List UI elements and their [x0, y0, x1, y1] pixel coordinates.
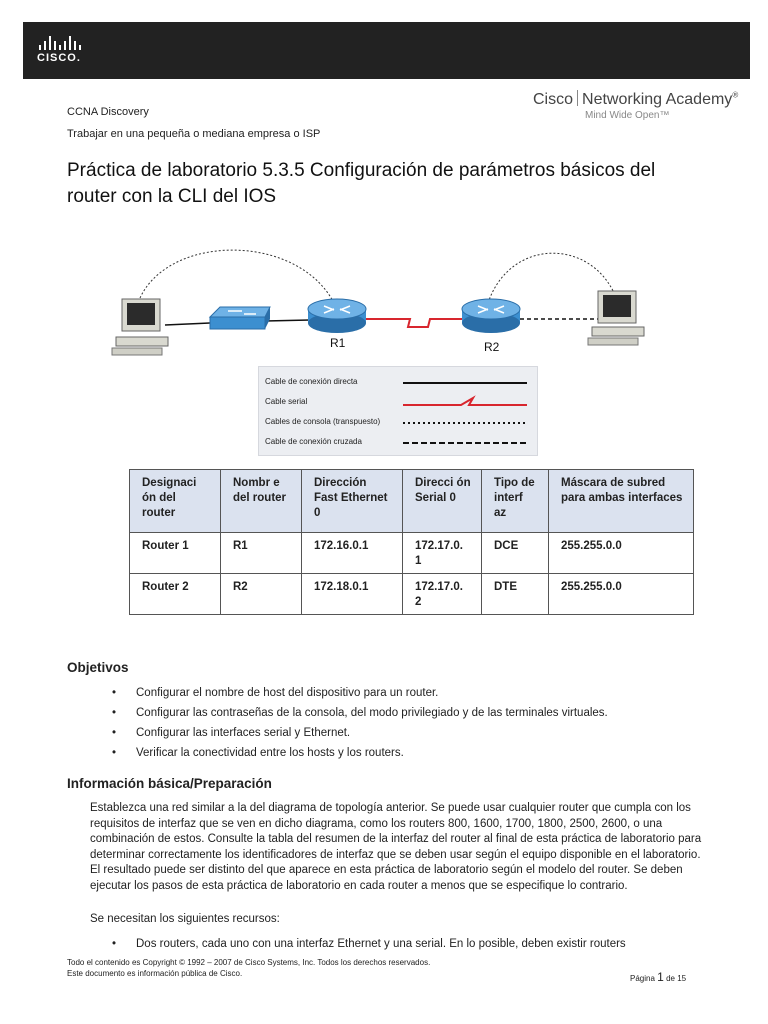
cisco-bars-icon — [39, 36, 97, 50]
table-cell: DCE — [482, 533, 549, 574]
pc-left-icon — [112, 299, 168, 355]
page-num: 1 — [657, 970, 664, 984]
legend-label: Cable de conexión cruzada — [265, 437, 362, 446]
crossover-cable-swatch — [403, 435, 529, 447]
course-subtitle: Trabajar en una pequeña o mediana empresa o ISP — [67, 128, 321, 140]
router-r2-label: R2 — [484, 340, 500, 354]
resources-intro: Se necesitan los siguientes recursos: — [90, 913, 280, 925]
table-header-row — [130, 470, 694, 533]
academy-name-1: Cisco — [533, 91, 574, 108]
table-header-cell: Tipo de interf az — [482, 470, 549, 533]
router-r1-label: R1 — [330, 336, 346, 350]
header-left — [67, 101, 320, 145]
legend-item — [265, 371, 533, 391]
table-cell: R1 — [221, 533, 302, 574]
table-cell: 255.255.0.0 — [549, 574, 694, 615]
background-heading: Información básica/Preparación — [67, 776, 272, 791]
table-header-cell: Direcci ón Serial 0 — [403, 470, 482, 533]
table-header-cell: Dirección Fast Ethernet 0 — [302, 470, 403, 533]
addressing-table — [129, 469, 694, 615]
pc-right-icon — [588, 291, 644, 345]
legend-label: Cables de consola (transpuesto) — [265, 417, 381, 426]
legend-item — [265, 431, 533, 451]
list-item: • Dos routers, cada uno con una interfaz Ethernet y una serial. En lo posible, deben existir routers — [110, 934, 626, 954]
page-title: Práctica de laboratorio 5.3.5 Configuración de parámetros básicos del router con la CLI del IOS — [67, 160, 656, 207]
list-item: • Configurar las interfaces serial y Ethernet. — [110, 723, 608, 743]
serial-cable-swatch — [403, 395, 529, 409]
footer-public: Este documento es información pública de Cisco. — [67, 969, 243, 978]
table-row — [130, 533, 694, 574]
table-cell: R2 — [221, 574, 302, 615]
switch-icon — [210, 307, 270, 329]
topology-diagram — [110, 243, 670, 363]
page-number — [630, 970, 686, 984]
page-of: de 15 — [666, 974, 687, 983]
console-cable-right — [488, 253, 615, 303]
page-label: Página — [630, 974, 655, 983]
list-item: • Configurar las contraseñas de la consola, del modo privilegiado y de las terminales virtuales. — [110, 703, 608, 723]
router-r2-icon — [462, 299, 520, 333]
console-cable-swatch — [403, 415, 529, 427]
background-paragraph: Establezca una red similar a la del diagrama de topología anterior. Se puede usar cualquier router que cumpla con los requisitos de interfaz que se ven en dicho diagrama, como los routers 800, 1600, 1700, 1800, 2500, 2600, o una combinación de estos. Consulte la tabla del resumen de la interfaz del router al final de esta práctica de laboratorio para determinar correctamente los identificadores de interfaz que se deben usar según el equipo disponible en el laboratorio. El resultado puede ser distinto del que aparece en esta práctica de laboratorio según el modelo del router. Se deben ejecutar los pasos de esta práctica de laboratorio en cada router a menos que se especifique lo contrario. — [90, 802, 702, 892]
legend-item — [265, 391, 533, 411]
table-header-cell: Máscara de subred para ambas interfaces — [549, 470, 694, 533]
academy-tagline: Mind Wide Open™ — [585, 110, 670, 121]
table-header-cell: Designaci ón del router — [130, 470, 221, 533]
table-cell: Router 1 — [130, 533, 221, 574]
table-cell: 172.18.0.1 — [302, 574, 403, 615]
table-cell: 255.255.0.0 — [549, 533, 694, 574]
resources-list — [110, 934, 626, 954]
list-item: • Verificar la conectividad entre los hosts y los routers. — [110, 743, 608, 763]
course-name: CCNA Discovery — [67, 106, 149, 118]
cisco-logo — [37, 36, 97, 70]
legend-label: Cable de conexión directa — [265, 377, 358, 386]
list-item: • Configurar el nombre de host del dispositivo para un router. — [110, 683, 608, 703]
academy-reg: ® — [732, 90, 739, 100]
academy-name-2: Networking Academy — [582, 91, 733, 108]
footer — [67, 957, 430, 979]
networking-academy-logo — [533, 90, 748, 121]
table-cell: 172.17.0. 2 — [403, 574, 482, 615]
table-cell: DTE — [482, 574, 549, 615]
cisco-logo-text: CISCO. — [37, 52, 81, 64]
table-header-cell: Nombr e del router — [221, 470, 302, 533]
table-cell: Router 2 — [130, 574, 221, 615]
cable-legend — [258, 366, 538, 456]
straight-cable-switch-r1 — [265, 320, 310, 321]
straight-cable-pc-switch — [165, 323, 210, 325]
objectives-list — [110, 683, 608, 763]
objectives-heading: Objetivos — [67, 660, 129, 675]
header-bar — [23, 22, 750, 79]
legend-label: Cable serial — [265, 397, 308, 406]
table-cell: 172.16.0.1 — [302, 533, 403, 574]
table-row — [130, 574, 694, 615]
router-r1-icon — [308, 299, 366, 333]
straight-cable-swatch — [403, 375, 529, 387]
serial-cable — [366, 319, 465, 327]
table-cell: 172.17.0. 1 — [403, 533, 482, 574]
console-cable-left — [140, 250, 335, 305]
legend-item — [265, 411, 533, 431]
footer-copyright: Todo el contenido es Copyright © 1992 – 2007 de Cisco Systems, Inc. Todos los derechos reservados. — [67, 958, 431, 967]
